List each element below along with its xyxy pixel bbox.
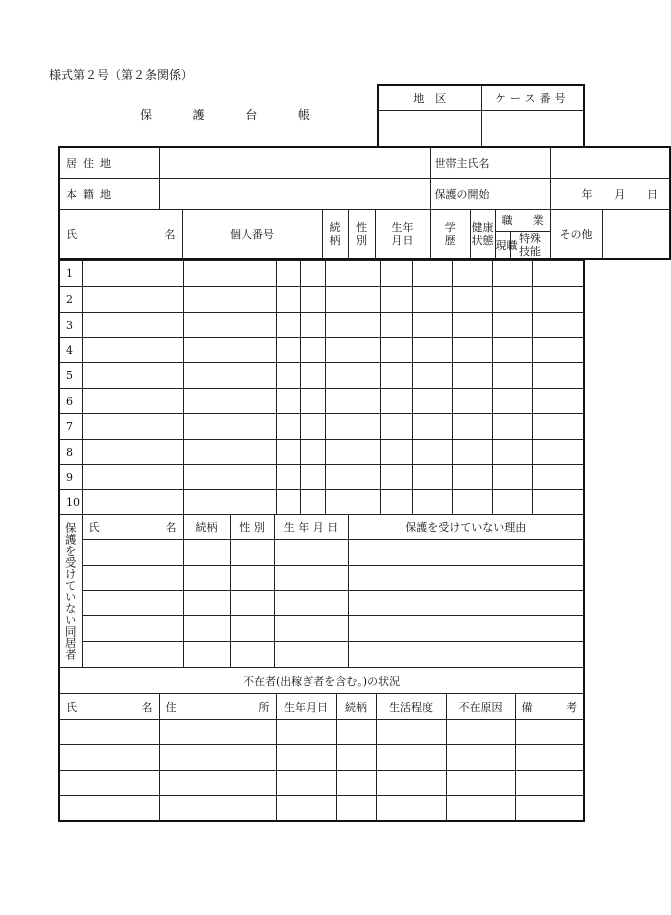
- absentee-cell[interactable]: [59, 796, 159, 821]
- member-cell[interactable]: [452, 313, 492, 338]
- member-row: [59, 363, 584, 389]
- absentee-cell[interactable]: [515, 720, 584, 745]
- protection-start-label: 保護の開始: [430, 178, 550, 209]
- member-cell[interactable]: [82, 440, 183, 465]
- cohabitant-cell[interactable]: [230, 566, 274, 591]
- occupation-header: 職 業: [495, 209, 550, 231]
- not-protected-reason-header: 保護を受けていない理由: [348, 515, 584, 540]
- cohabitant-cell[interactable]: [348, 591, 584, 616]
- absentee-cell[interactable]: [59, 771, 159, 796]
- other-header: その他: [550, 209, 602, 259]
- absentee-cell[interactable]: [515, 796, 584, 821]
- absentee-cell[interactable]: [159, 796, 276, 821]
- member-cell[interactable]: [183, 414, 276, 440]
- member-cell[interactable]: [532, 490, 584, 515]
- member-row-number: 9: [59, 465, 82, 490]
- member-row-number: 2: [59, 287, 82, 313]
- area-label: 地 区: [378, 85, 481, 110]
- member-cell[interactable]: [532, 313, 584, 338]
- absentee-cell[interactable]: [276, 771, 336, 796]
- special-skill-header: 特殊 技能: [510, 231, 550, 259]
- cohabitant-cell[interactable]: [183, 566, 230, 591]
- member-cell[interactable]: [325, 414, 380, 440]
- member-cell[interactable]: [380, 465, 412, 490]
- member-row-number: 5: [59, 363, 82, 389]
- domicile-field[interactable]: [159, 178, 430, 209]
- member-cell[interactable]: [276, 261, 300, 287]
- member-cell[interactable]: [276, 465, 300, 490]
- member-row-number: 1: [59, 261, 82, 287]
- member-row-number: 8: [59, 440, 82, 465]
- member-cell[interactable]: [412, 287, 452, 313]
- absentee-name-header: 氏 名: [59, 694, 159, 720]
- member-row: [59, 338, 584, 363]
- absentee-cell[interactable]: [276, 745, 336, 771]
- member-cell[interactable]: [300, 389, 325, 414]
- member-cell[interactable]: [325, 287, 380, 313]
- member-cell[interactable]: [183, 440, 276, 465]
- member-cell[interactable]: [183, 389, 276, 414]
- cohabitant-cell[interactable]: [82, 591, 183, 616]
- member-cell[interactable]: [452, 440, 492, 465]
- member-cell[interactable]: [492, 338, 532, 363]
- member-cell[interactable]: [82, 287, 183, 313]
- member-cell[interactable]: [452, 363, 492, 389]
- member-cell[interactable]: [452, 261, 492, 287]
- living-level-header: 生活程度: [376, 694, 446, 720]
- relation-header: 続 柄: [322, 209, 348, 259]
- household-head-label: 世帯主氏名: [430, 147, 550, 178]
- cohabitant-cell[interactable]: [230, 642, 274, 668]
- member-row: [59, 440, 584, 465]
- cohabitants-side-label: 保護を受けていない同居者: [59, 515, 82, 668]
- area-case-table: [377, 84, 585, 148]
- cohabitants-table: [58, 514, 585, 668]
- absentees-heading: 不在者(出稼ぎ者を含む。)の状況: [59, 668, 584, 694]
- member-cell[interactable]: [82, 490, 183, 515]
- education-header: 学 歴: [430, 209, 470, 259]
- member-cell[interactable]: [300, 287, 325, 313]
- cohabitant-cell[interactable]: [183, 616, 230, 642]
- cohabitant-cell[interactable]: [183, 540, 230, 566]
- absentee-relation-header: 続柄: [336, 694, 376, 720]
- member-cell[interactable]: [452, 490, 492, 515]
- member-cell[interactable]: [412, 465, 452, 490]
- member-cell[interactable]: [412, 389, 452, 414]
- member-cell[interactable]: [300, 261, 325, 287]
- cohabitant-cell[interactable]: [82, 642, 183, 668]
- protection-start-date[interactable]: 年 月 日: [550, 178, 670, 209]
- member-cell[interactable]: [532, 261, 584, 287]
- member-cell[interactable]: [492, 363, 532, 389]
- member-row-number: 7: [59, 414, 82, 440]
- absentee-cell[interactable]: [276, 720, 336, 745]
- member-name-header: 氏 名: [59, 209, 182, 259]
- member-cell[interactable]: [412, 363, 452, 389]
- member-row: [59, 414, 584, 440]
- member-cell[interactable]: [325, 313, 380, 338]
- cohabitant-cell[interactable]: [348, 642, 584, 668]
- cohabitant-cell[interactable]: [230, 540, 274, 566]
- member-cell[interactable]: [82, 389, 183, 414]
- absentee-cell[interactable]: [446, 796, 515, 821]
- member-cell[interactable]: [412, 440, 452, 465]
- member-cell[interactable]: [276, 440, 300, 465]
- birth-header: 生年 月日: [375, 209, 430, 259]
- member-cell[interactable]: [452, 465, 492, 490]
- cohabitant-birth-header: 生 年 月 日: [274, 515, 348, 540]
- sex-header: 性 別: [348, 209, 375, 259]
- health-header: 健康 状態: [470, 209, 495, 259]
- member-cell[interactable]: [82, 414, 183, 440]
- member-cell[interactable]: [452, 414, 492, 440]
- absentee-cell[interactable]: [276, 796, 336, 821]
- member-row: [59, 389, 584, 414]
- member-rows-table: [58, 260, 585, 515]
- cohabitant-cell[interactable]: [274, 616, 348, 642]
- cohabitant-cell[interactable]: [82, 566, 183, 591]
- member-cell[interactable]: [82, 338, 183, 363]
- member-row: [59, 313, 584, 338]
- member-cell[interactable]: [380, 261, 412, 287]
- absentee-cell[interactable]: [515, 771, 584, 796]
- member-cell[interactable]: [492, 287, 532, 313]
- current-job-header: 現職: [495, 231, 510, 259]
- member-cell[interactable]: [532, 465, 584, 490]
- domicile-label: 本籍地: [59, 178, 159, 209]
- member-cell[interactable]: [492, 465, 532, 490]
- member-cell[interactable]: [300, 338, 325, 363]
- member-row-number: 6: [59, 389, 82, 414]
- absentee-cell[interactable]: [376, 720, 446, 745]
- absentee-cell[interactable]: [336, 771, 376, 796]
- member-cell[interactable]: [492, 389, 532, 414]
- member-cell[interactable]: [276, 287, 300, 313]
- member-cell[interactable]: [412, 261, 452, 287]
- member-cell[interactable]: [325, 389, 380, 414]
- member-cell[interactable]: [452, 389, 492, 414]
- area-field[interactable]: [378, 110, 481, 147]
- member-cell[interactable]: [276, 414, 300, 440]
- member-cell[interactable]: [380, 287, 412, 313]
- residence-field[interactable]: [159, 147, 430, 178]
- member-cell[interactable]: [412, 414, 452, 440]
- page-title: 保 護 台 帳: [140, 108, 310, 122]
- form-number: 様式第２号（第２条関係）: [49, 68, 194, 82]
- member-cell[interactable]: [300, 465, 325, 490]
- member-cell[interactable]: [183, 261, 276, 287]
- member-cell[interactable]: [412, 338, 452, 363]
- cohabitant-cell[interactable]: [230, 616, 274, 642]
- cohabitant-cell[interactable]: [348, 540, 584, 566]
- member-cell[interactable]: [492, 490, 532, 515]
- absentee-cell[interactable]: [376, 771, 446, 796]
- absentee-cell[interactable]: [446, 720, 515, 745]
- member-cell[interactable]: [380, 363, 412, 389]
- member-cell[interactable]: [325, 490, 380, 515]
- member-row-number: 4: [59, 338, 82, 363]
- member-row: [59, 287, 584, 313]
- member-cell[interactable]: [452, 338, 492, 363]
- member-cell[interactable]: [183, 338, 276, 363]
- cohabitant-cell[interactable]: [348, 566, 584, 591]
- absentee-cell[interactable]: [336, 745, 376, 771]
- member-cell[interactable]: [183, 490, 276, 515]
- cohabitant-cell[interactable]: [274, 642, 348, 668]
- member-cell[interactable]: [532, 389, 584, 414]
- member-cell[interactable]: [380, 490, 412, 515]
- residence-label: 居住地: [59, 147, 159, 178]
- personal-number-header: 個人番号: [182, 209, 322, 259]
- member-cell[interactable]: [532, 414, 584, 440]
- member-cell[interactable]: [276, 338, 300, 363]
- cohabitant-cell[interactable]: [183, 642, 230, 668]
- member-cell[interactable]: [183, 465, 276, 490]
- member-cell[interactable]: [380, 414, 412, 440]
- member-cell[interactable]: [300, 414, 325, 440]
- case-number-field[interactable]: [481, 110, 584, 147]
- member-cell[interactable]: [380, 313, 412, 338]
- absentee-cell[interactable]: [376, 745, 446, 771]
- member-cell[interactable]: [532, 440, 584, 465]
- member-cell[interactable]: [492, 261, 532, 287]
- absentee-address-header: 住 所: [159, 694, 276, 720]
- member-cell[interactable]: [380, 440, 412, 465]
- member-cell[interactable]: [276, 363, 300, 389]
- absentee-cell[interactable]: [515, 745, 584, 771]
- member-cell[interactable]: [325, 261, 380, 287]
- absentee-cell[interactable]: [446, 771, 515, 796]
- absentee-birth-header: 生年月日: [276, 694, 336, 720]
- absentees-table: [58, 667, 585, 822]
- cohabitant-cell[interactable]: [274, 566, 348, 591]
- remarks-header: 備 考: [515, 694, 584, 720]
- member-cell[interactable]: [183, 313, 276, 338]
- cohabitant-cell[interactable]: [82, 616, 183, 642]
- absentee-cell[interactable]: [159, 720, 276, 745]
- member-cell[interactable]: [325, 465, 380, 490]
- member-cell[interactable]: [82, 261, 183, 287]
- member-cell[interactable]: [380, 389, 412, 414]
- cohabitant-cell[interactable]: [183, 591, 230, 616]
- member-cell[interactable]: [276, 313, 300, 338]
- member-cell[interactable]: [380, 338, 412, 363]
- member-cell[interactable]: [300, 313, 325, 338]
- member-cell[interactable]: [452, 287, 492, 313]
- case-number-label: ケース番号: [481, 85, 584, 110]
- cohabitant-relation-header: 続柄: [183, 515, 230, 540]
- member-cell[interactable]: [532, 338, 584, 363]
- member-row-number: 10: [59, 490, 82, 515]
- protection-ledger-table: [58, 146, 671, 260]
- member-cell[interactable]: [325, 363, 380, 389]
- cohabitant-cell[interactable]: [274, 540, 348, 566]
- member-cell[interactable]: [412, 313, 452, 338]
- member-row-number: 3: [59, 313, 82, 338]
- absentee-cell[interactable]: [159, 771, 276, 796]
- absentee-cell[interactable]: [59, 745, 159, 771]
- member-cell[interactable]: [325, 440, 380, 465]
- member-cell[interactable]: [300, 363, 325, 389]
- cohabitant-cell[interactable]: [82, 540, 183, 566]
- absentee-cell[interactable]: [336, 720, 376, 745]
- cohabitant-cell[interactable]: [274, 591, 348, 616]
- member-cell[interactable]: [82, 313, 183, 338]
- absentee-cell[interactable]: [59, 720, 159, 745]
- absentee-cell[interactable]: [159, 745, 276, 771]
- member-cell[interactable]: [492, 440, 532, 465]
- member-cell[interactable]: [300, 490, 325, 515]
- member-cell[interactable]: [82, 465, 183, 490]
- member-cell[interactable]: [412, 490, 452, 515]
- absentee-cell[interactable]: [446, 745, 515, 771]
- member-cell[interactable]: [300, 440, 325, 465]
- member-cell[interactable]: [325, 338, 380, 363]
- cohabitant-cell[interactable]: [348, 616, 584, 642]
- absence-reason-header: 不在原因: [446, 694, 515, 720]
- member-row: [59, 261, 584, 287]
- member-cell[interactable]: [183, 287, 276, 313]
- member-cell[interactable]: [532, 363, 584, 389]
- member-cell[interactable]: [183, 363, 276, 389]
- member-cell[interactable]: [82, 363, 183, 389]
- cohabitant-sex-header: 性 別: [230, 515, 274, 540]
- member-cell[interactable]: [492, 414, 532, 440]
- cohabitant-name-header: 氏 名: [82, 515, 183, 540]
- member-row: [59, 490, 584, 515]
- member-row: [59, 465, 584, 490]
- member-cell[interactable]: [532, 287, 584, 313]
- absentee-cell[interactable]: [336, 796, 376, 821]
- member-cell[interactable]: [276, 490, 300, 515]
- member-cell[interactable]: [276, 389, 300, 414]
- member-cell[interactable]: [492, 313, 532, 338]
- absentee-cell[interactable]: [376, 796, 446, 821]
- cohabitant-cell[interactable]: [230, 591, 274, 616]
- household-head-field[interactable]: [550, 147, 670, 178]
